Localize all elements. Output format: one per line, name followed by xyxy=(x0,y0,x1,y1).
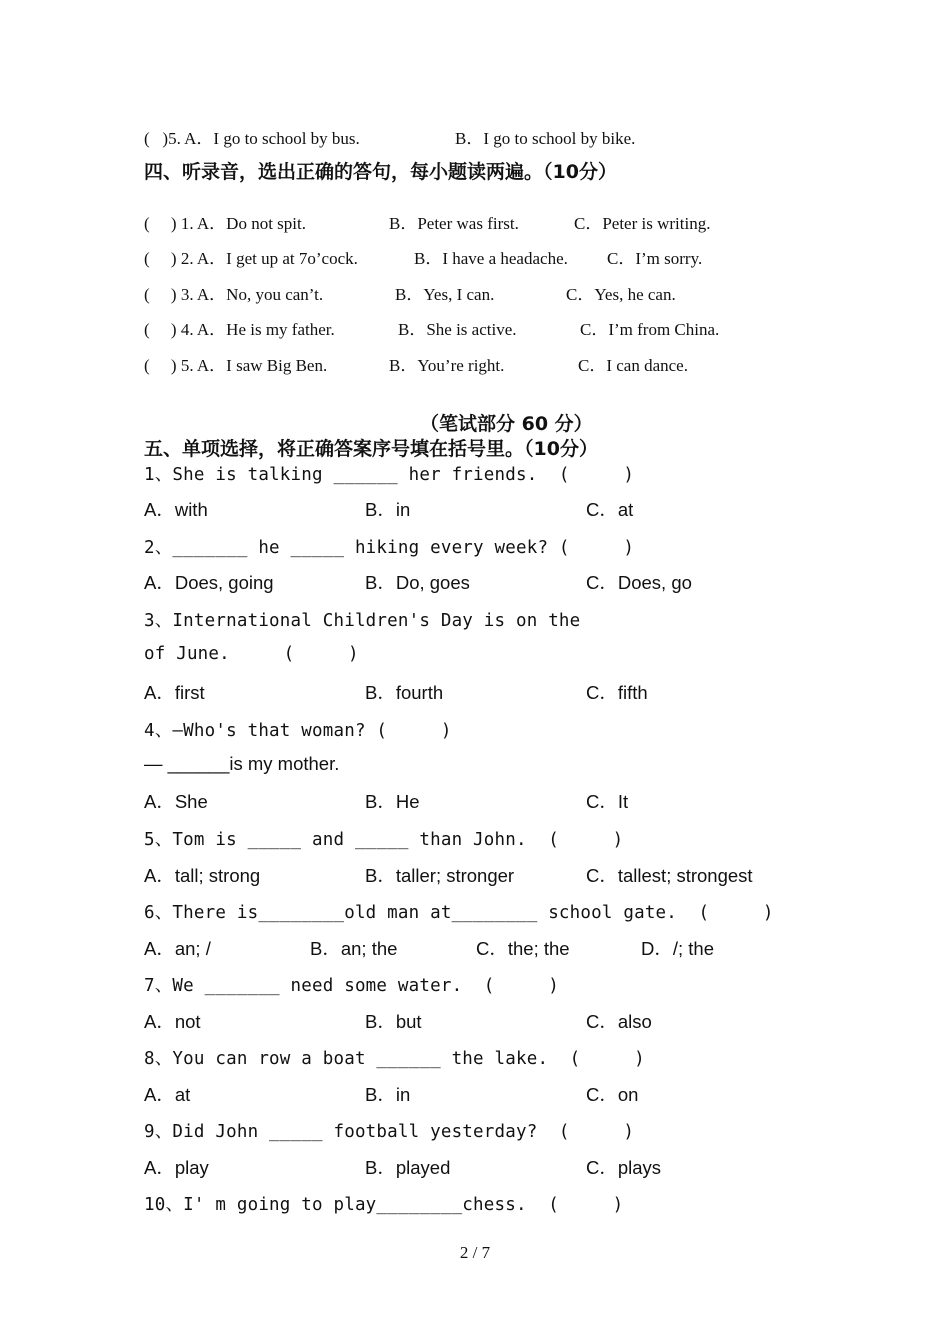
q7-option-a: A．not xyxy=(144,1011,201,1032)
q5-option-c: C．tallest; strongest xyxy=(586,865,753,886)
section-4-heading: 四、听录音，选出正确的答句，每小题读两遍。（10分） xyxy=(144,161,617,183)
listening-item-2-c: C．I’m sorry. xyxy=(607,249,703,268)
q2-stem: 2、_______ he _____ hiking every week? ( ) xyxy=(144,538,635,558)
q3-option-a: A．first xyxy=(144,682,205,703)
listening-item-4-c: C．I’m from China. xyxy=(580,320,720,339)
listening-item-1: ( ) 1. A．Do not spit. xyxy=(144,214,306,233)
q6-option-a: A．an; / xyxy=(144,938,211,959)
listening-item-3-c: C．Yes, he can. xyxy=(566,285,676,304)
listening-item-1-b: B．Peter was first. xyxy=(389,214,519,233)
q9-option-b: B．played xyxy=(365,1157,451,1178)
listening-item-5-b: B．You’re right. xyxy=(389,356,505,375)
q8-option-a: A．at xyxy=(144,1084,191,1105)
q6-stem: 6、There is________old man at________ school gate. ( ) xyxy=(144,903,774,923)
q4-stem: 4、—Who's that woman? ( ) xyxy=(144,721,452,741)
q9-option-a: A．play xyxy=(144,1157,209,1178)
q7-stem: 7、We _______ need some water. ( ) xyxy=(144,976,559,996)
listening-item-5-c: C．I can dance. xyxy=(578,356,688,375)
q3-stem: 3、International Children's Day is on the xyxy=(144,611,581,631)
q5-option-b: B．taller; stronger xyxy=(365,865,515,886)
written-part-label: （笔试部分 60 分） xyxy=(420,413,593,435)
q6-option-c: C．the; the xyxy=(476,938,570,959)
listening-item-3: ( ) 3. A．No, you can’t. xyxy=(144,285,324,304)
q9-option-c: C．plays xyxy=(586,1157,662,1178)
q1-option-c: C．at xyxy=(586,499,634,520)
listening-item-1-c: C．Peter is writing. xyxy=(574,214,711,233)
q1-option-b: B．in xyxy=(365,499,411,520)
question-5-prev-option-b: B．I go to school by bike. xyxy=(455,129,636,148)
q6-option-d: D．/; the xyxy=(641,938,714,959)
q7-option-b: B．but xyxy=(365,1011,422,1032)
listening-item-2-b: B．I have a headache. xyxy=(414,249,568,268)
listening-item-3-b: B．Yes, I can. xyxy=(395,285,495,304)
q6-option-b: B．an; the xyxy=(310,938,398,959)
q8-option-c: C．on xyxy=(586,1084,639,1105)
q7-option-c: C．also xyxy=(586,1011,652,1032)
q8-option-b: B．in xyxy=(365,1084,411,1105)
q2-option-a: A．Does, going xyxy=(144,572,274,593)
listening-item-4-b: B．She is active. xyxy=(398,320,517,339)
q3-option-c: C．fifth xyxy=(586,682,648,703)
q3-stem-cont: of June. ( ) xyxy=(144,644,359,664)
page-number: 2 / 7 xyxy=(459,1243,491,1262)
q2-option-c: C．Does, go xyxy=(586,572,692,593)
q4-option-b: B．He xyxy=(365,791,420,812)
q5-option-a: A．tall; strong xyxy=(144,865,261,886)
q8-stem: 8、You can row a boat ______ the lake. ( ) xyxy=(144,1049,645,1069)
q2-option-b: B．Do, goes xyxy=(365,572,470,593)
q4-option-c: C．It xyxy=(586,791,629,812)
q5-stem: 5、Tom is _____ and _____ than John. ( ) xyxy=(144,830,624,850)
q3-option-b: B．fourth xyxy=(365,682,444,703)
question-5-prev: ( )5. A．I go to school by bus. xyxy=(144,129,360,148)
section-5-heading: 五、单项选择，将正确答案序号填在括号里。（10分） xyxy=(144,438,598,460)
q9-stem: 9、Did John _____ football yesterday? ( ) xyxy=(144,1122,635,1142)
listening-item-4: ( ) 4. A．He is my father. xyxy=(144,320,335,339)
q1-stem: 1、She is talking ______ her friends. ( ) xyxy=(144,465,635,485)
listening-item-5: ( ) 5. A．I saw Big Ben. xyxy=(144,356,328,375)
q10-stem: 10、I' m going to play________chess. ( ) xyxy=(144,1195,624,1215)
q1-option-a: A．with xyxy=(144,499,208,520)
q4-option-a: A．She xyxy=(144,791,208,812)
listening-item-2: ( ) 2. A．I get up at 7o’cock. xyxy=(144,249,358,268)
q4-stem-cont: — ______is my mother. xyxy=(144,753,340,774)
